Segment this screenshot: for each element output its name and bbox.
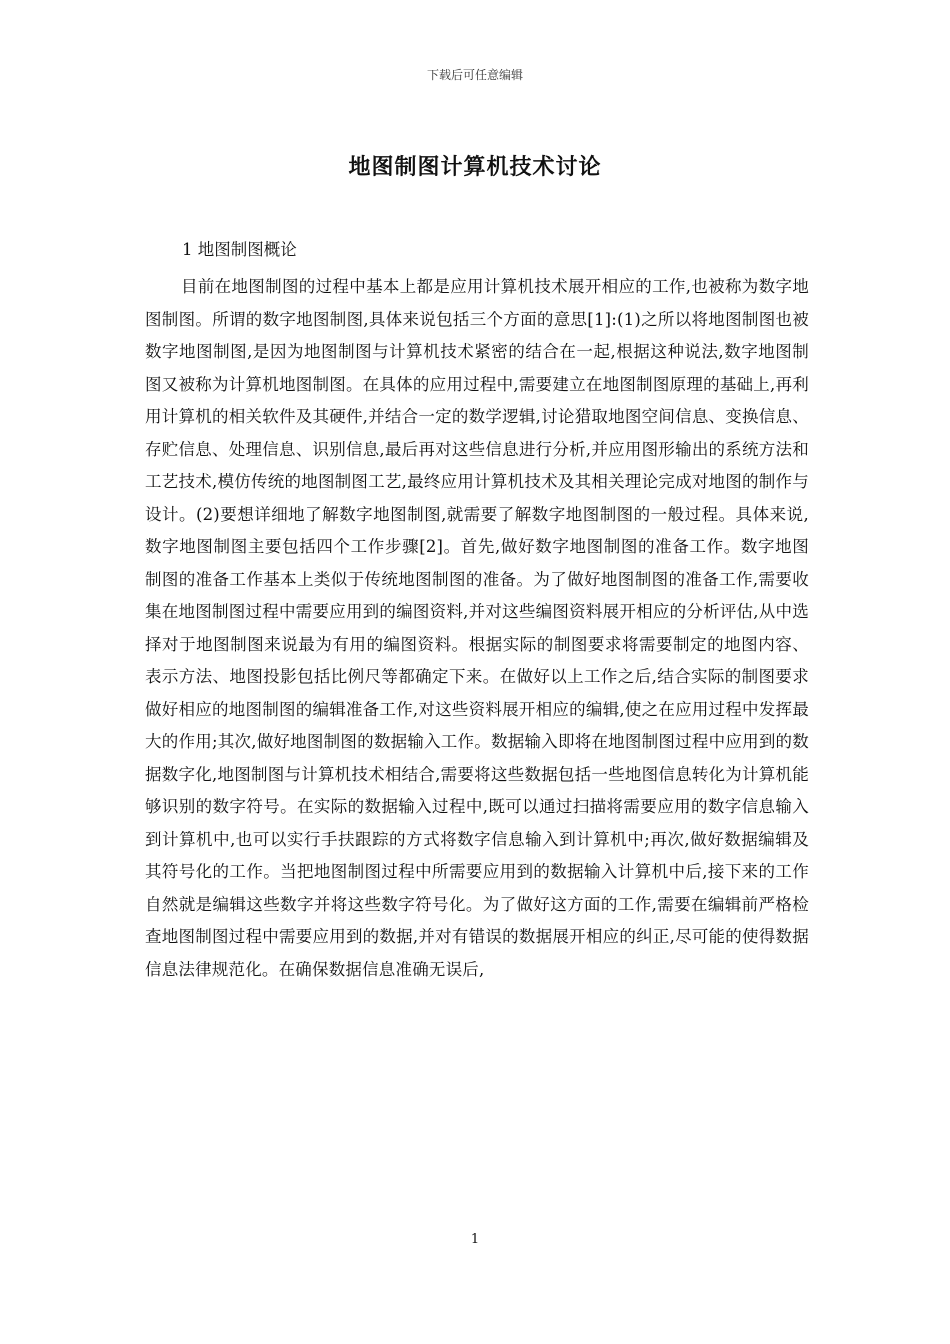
document-title: 地图制图计算机技术讨论 (348, 155, 602, 180)
header-note: 下载后可任意编辑 (426, 68, 523, 82)
section-heading: 1 地图制图概论 (182, 240, 297, 259)
page-number: 1 (470, 1232, 480, 1247)
body-paragraph: 目前在地图制图的过程中基本上都是应用计算机技术展开相应的工作,也被称为数字地图制图。所谓的数字地图制图,具体来说包括三个方面的意思[1]:(1)之所以将地图制图也被数字地图制图,是因为地图制图与计算机技术紧密的结合在一起,根据这种说法,数字地图制图又被称为计算机地图制图。在具体的应用过程中,需要建立在地图制图原理的基础上,再利用计算机的相关软件及其硬件,并结合一定的数学逻辑,讨论猎取地图空间信息、变换信息、存贮信息、处理信息、识别信息,最后再对这些信息进行分析,并应用图形输出的系统方法和工艺技术,模仿传统的地图制图工艺,最终应用计算机技术及其相关理论完成对地图的制作与设计。(2)要想详细地了解数字地图制图,就需要了解数字地图制图的一般过程。具体来说,数字地图制图主要包括四个工作步骤[2]。首先,做好数字地图制图的准备工作。数字地图制图的准备工作基本上类似于传统地图制图的准备。为了做好地图制图的准备工作,需要收集在地图制图过程中需要应用到的编图资料,并对这些编图资料展开相应的分析评估,从中选择对于地图制图来说最为有用的编图资料。根据实际的制图要求将需要制定的地图内容、表示方法、地图投影包括比例尺等都确定下来。在做好以上工作之后,结合实际的制图要求做好相应的地图制图的编辑准备工作,对这些资料展开相应的编辑,使之在应用过程中发挥最大的作用;其次,做好地图制图的数据输入工作。数据输入即将在地图制图过程中应用到的数据数字化,地图制图与计算机技术相结合,需要将这些数据包括一些地图信息转化为计算机能够识别的数字符号。在实际的数据输入过程中,既可以通过扫描将需要应用的数字信息输入到计算机中,也可以实行手扶跟踪的方式将数字信息输入到计算机中;再次,做好数据编辑及其符号化的工作。当把地图制图过程中所需要应用到的数据输入计算机中后,接下来的工作自然就是编辑这些数字并将这些数字符号化。为了做好这方面的工作,需要在编辑前严格检查地图制图过程中需要应用到的数据,并对有错误的数据展开相应的纠正,尽可能的使得数据信息法律规范化。在确保数据信息准确无误后, (145, 277, 809, 979)
